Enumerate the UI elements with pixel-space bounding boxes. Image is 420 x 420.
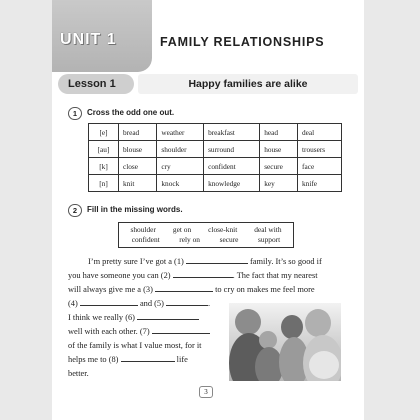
word-cell[interactable]: knife — [298, 175, 342, 192]
word-box-item: confident — [131, 235, 160, 244]
table-row — [89, 158, 342, 175]
text-fragment: you have someone you can (2) — [68, 271, 171, 280]
word-cell[interactable]: breakfast — [204, 124, 260, 141]
text-line — [68, 368, 89, 380]
gap-5-blank[interactable] — [166, 298, 211, 308]
word-cell[interactable]: deal — [298, 124, 342, 141]
gap-3-blank[interactable] — [155, 284, 213, 292]
word-cell[interactable]: shoulder — [157, 141, 204, 158]
sound-symbol: [k] — [89, 158, 119, 175]
text-fragment: helps me to (8) — [68, 355, 119, 364]
text-fragment: . — [208, 299, 211, 308]
text-fragment: to cry on makes me feel more — [215, 285, 315, 294]
table-row — [89, 124, 342, 141]
word-box-item: deal with — [254, 225, 282, 234]
gap-6-blank[interactable] — [137, 312, 199, 320]
photo-dog — [309, 351, 339, 379]
word-cell[interactable]: house — [260, 141, 298, 158]
text-line — [68, 312, 199, 324]
text-line — [68, 354, 188, 366]
exercise-2-instruction: Fill in the missing words. — [87, 205, 183, 214]
text-line — [68, 326, 210, 338]
word-box-item: get on — [172, 225, 192, 234]
word-cell[interactable]: bread — [119, 124, 157, 141]
word-cell[interactable]: confident — [204, 158, 260, 175]
text-fragment: better. — [68, 369, 89, 378]
unit-title: FAMILY RELATIONSHIPS — [160, 35, 325, 49]
exercise-1-heading — [68, 106, 174, 120]
exercise-1-instruction: Cross the odd one out. — [87, 108, 175, 117]
gap-1-blank[interactable] — [186, 256, 248, 264]
table-row — [89, 141, 342, 158]
lesson-title: Happy families are alike — [138, 74, 358, 94]
text-line — [68, 284, 315, 296]
photo-figure — [281, 315, 303, 339]
word-box-item: shoulder — [130, 225, 156, 234]
gap-4-blank[interactable] — [80, 298, 138, 306]
text-line — [68, 270, 318, 282]
text-fragment: I’m pretty sure I’ve got a (1) — [88, 257, 184, 266]
text-fragment: family. It’s so good if — [250, 257, 322, 266]
exercise-2-number: 2 — [68, 204, 82, 217]
exercise-1-number: 1 — [68, 107, 82, 120]
text-line — [68, 298, 210, 310]
unit-label: UNIT 1 — [60, 31, 117, 48]
page-number: 3 — [199, 386, 213, 398]
text-fragment: of the family is what I value most, for it — [68, 341, 202, 350]
word-cell[interactable]: face — [298, 158, 342, 175]
word-cell[interactable]: weather — [157, 124, 204, 141]
lesson-label: Lesson 1 — [58, 74, 134, 94]
word-box — [118, 222, 294, 248]
text-fragment: well with each other. (7) — [68, 327, 150, 336]
lesson-bar — [58, 74, 358, 94]
text-fragment: life — [176, 355, 188, 364]
text-line — [88, 256, 322, 268]
sound-symbol: [au] — [89, 141, 119, 158]
word-box-row — [122, 225, 290, 235]
table-row — [89, 175, 342, 192]
exercise-2-heading — [68, 203, 183, 217]
text-fragment: I think we really (6) — [68, 313, 135, 322]
word-cell[interactable]: close — [119, 158, 157, 175]
word-box-item: support — [258, 235, 281, 244]
word-cell[interactable]: head — [260, 124, 298, 141]
word-cell[interactable]: key — [260, 175, 298, 192]
family-photo — [229, 303, 341, 381]
word-cell[interactable]: secure — [260, 158, 298, 175]
gap-8-blank[interactable] — [121, 354, 175, 362]
text-fragment: (4) — [68, 299, 78, 308]
gap-2-blank[interactable] — [173, 270, 233, 278]
word-box-item: close-knit — [208, 225, 238, 234]
word-cell[interactable]: knock — [157, 175, 204, 192]
photo-figure — [235, 309, 261, 335]
text-fragment: and (5) — [139, 299, 164, 308]
word-box-item: secure — [219, 235, 239, 244]
sound-symbol: [n] — [89, 175, 119, 192]
word-cell[interactable]: blouse — [119, 141, 157, 158]
photo-figure — [305, 309, 331, 337]
word-cell[interactable]: knowledge — [204, 175, 260, 192]
text-fragment: will always give me a (3) — [68, 285, 153, 294]
odd-one-out-table — [88, 123, 342, 192]
text-line — [68, 340, 202, 352]
word-box-row — [122, 235, 290, 245]
word-cell[interactable]: knit — [119, 175, 157, 192]
word-box-item: rely on — [179, 235, 200, 244]
gap-7-blank[interactable] — [152, 326, 210, 334]
sound-symbol: [e] — [89, 124, 119, 141]
text-fragment: . The fact that my nearest — [232, 271, 318, 280]
word-cell[interactable]: surround — [204, 141, 260, 158]
word-cell[interactable]: trousers — [298, 141, 342, 158]
word-cell[interactable]: cry — [157, 158, 204, 175]
